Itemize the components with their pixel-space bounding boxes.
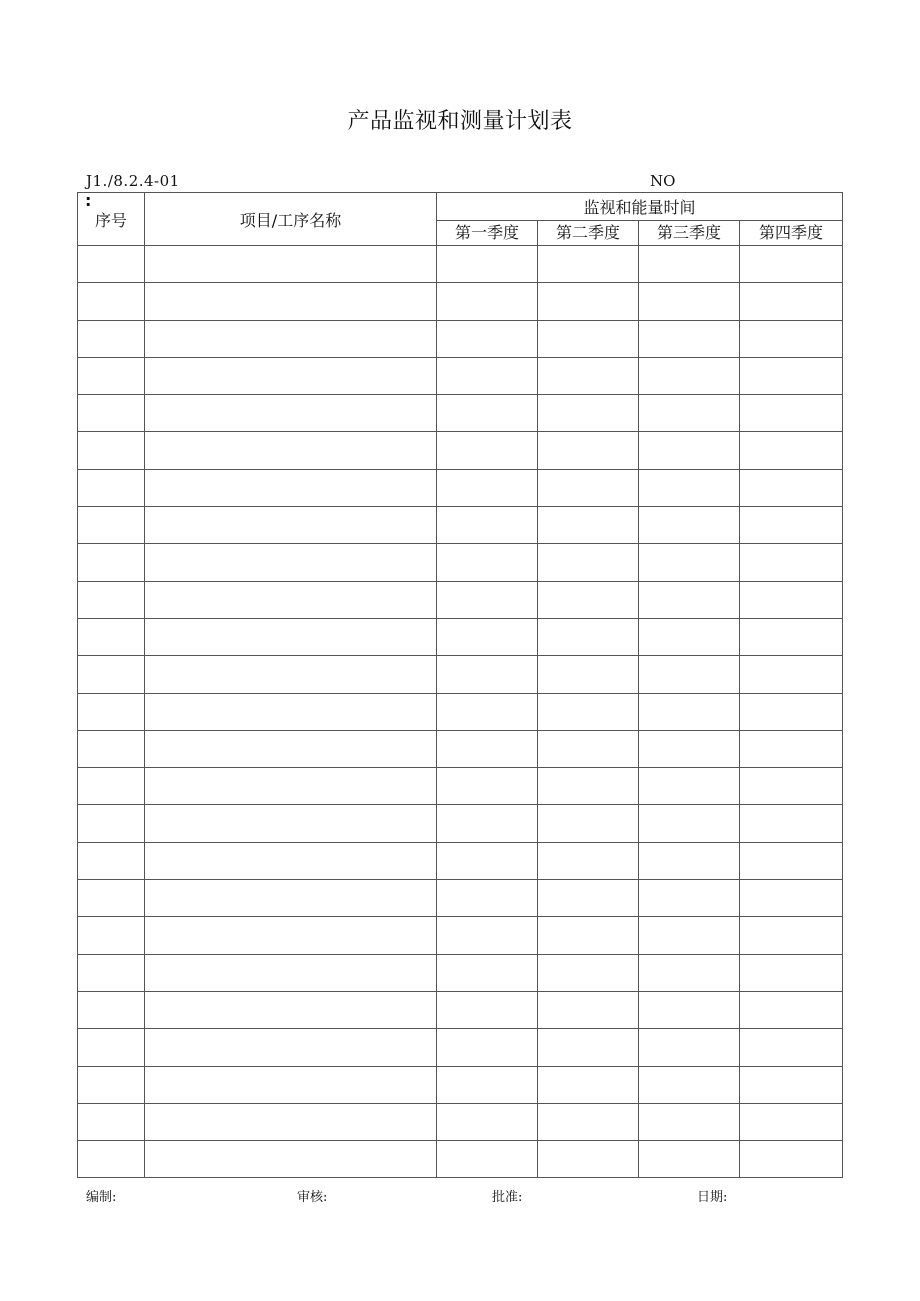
table-cell[interactable] (145, 581, 437, 618)
quarter-4-header: 第四季度 (740, 221, 843, 246)
table-row (78, 507, 843, 544)
table-cell[interactable] (639, 917, 740, 954)
table-cell[interactable] (639, 1066, 740, 1103)
reviewed-by-label: 审核: (297, 1190, 328, 1205)
table-cell[interactable] (639, 246, 740, 283)
table-cell[interactable] (740, 432, 843, 469)
table-cell[interactable] (78, 357, 145, 394)
table-cell[interactable] (78, 880, 145, 917)
table-cell[interactable] (639, 730, 740, 767)
date-label: 日期: (697, 1190, 728, 1205)
table-cell[interactable] (538, 544, 639, 581)
table-cell[interactable] (639, 432, 740, 469)
table-cell[interactable] (538, 469, 639, 506)
table-cell[interactable] (78, 1141, 145, 1178)
table-cell[interactable] (145, 395, 437, 432)
table-cell[interactable] (437, 842, 538, 879)
table-row (78, 656, 843, 693)
table-cell[interactable] (740, 544, 843, 581)
table-row (78, 469, 843, 506)
table-cell[interactable] (78, 469, 145, 506)
table-cell[interactable] (437, 469, 538, 506)
table-cell[interactable] (437, 1103, 538, 1140)
table-cell[interactable] (437, 618, 538, 655)
table-cell[interactable] (78, 730, 145, 767)
table-cell[interactable] (437, 283, 538, 320)
table-cell[interactable] (78, 954, 145, 991)
table-cell[interactable] (740, 395, 843, 432)
table-cell[interactable] (538, 1029, 639, 1066)
table-cell[interactable] (437, 991, 538, 1028)
table-cell[interactable] (145, 805, 437, 842)
table-cell[interactable] (78, 805, 145, 842)
table-row (78, 1141, 843, 1178)
table-cell[interactable] (639, 1029, 740, 1066)
table-cell[interactable] (639, 768, 740, 805)
table-cell[interactable] (78, 395, 145, 432)
table-row (78, 357, 843, 394)
table-cell[interactable] (437, 357, 538, 394)
table-row (78, 544, 843, 581)
table-cell[interactable] (437, 1029, 538, 1066)
table-cell[interactable] (437, 805, 538, 842)
table-cell[interactable] (78, 320, 145, 357)
table-row (78, 581, 843, 618)
table-cell[interactable] (740, 1029, 843, 1066)
table-cell[interactable] (538, 357, 639, 394)
table-cell[interactable] (639, 507, 740, 544)
table-cell[interactable] (740, 917, 843, 954)
table-cell[interactable] (639, 395, 740, 432)
table-cell[interactable] (740, 320, 843, 357)
header-row-1 (78, 193, 843, 221)
monitoring-plan-table (77, 192, 843, 1178)
number-label: NO (650, 172, 676, 190)
quarter-2-header: 第二季度 (538, 221, 639, 246)
table-cell[interactable] (740, 246, 843, 283)
table-cell[interactable] (639, 283, 740, 320)
seq-header: 序号 (94, 210, 127, 230)
table-cell[interactable] (437, 954, 538, 991)
table-cell[interactable] (639, 618, 740, 655)
table-cell[interactable] (538, 618, 639, 655)
table-row (78, 320, 843, 357)
table-row (78, 432, 843, 469)
table-cell[interactable] (538, 805, 639, 842)
table-cell[interactable] (538, 693, 639, 730)
table-cell[interactable] (78, 768, 145, 805)
table-cell[interactable] (145, 842, 437, 879)
table-cell[interactable] (538, 320, 639, 357)
table-cell[interactable] (78, 693, 145, 730)
table-cell[interactable] (145, 544, 437, 581)
table-cell[interactable] (538, 507, 639, 544)
table-cell[interactable] (740, 693, 843, 730)
table-row (78, 246, 843, 283)
table-cell[interactable] (145, 507, 437, 544)
table-cell[interactable] (437, 917, 538, 954)
table-cell[interactable] (538, 432, 639, 469)
quarter-1-header: 第一季度 (437, 221, 538, 246)
table-cell[interactable] (78, 1029, 145, 1066)
table-cell[interactable] (78, 432, 145, 469)
table-cell[interactable] (437, 544, 538, 581)
item-header: 项目/工序名称 (145, 193, 437, 246)
table-cell[interactable] (538, 880, 639, 917)
table-cell[interactable] (145, 917, 437, 954)
table-cell[interactable] (78, 507, 145, 544)
table-cell[interactable] (538, 656, 639, 693)
table-cell[interactable] (437, 432, 538, 469)
table-cell[interactable] (538, 917, 639, 954)
table-cell[interactable] (639, 469, 740, 506)
quarter-3-header: 第三季度 (639, 221, 740, 246)
table-row (78, 618, 843, 655)
table-cell[interactable] (437, 768, 538, 805)
table-cell[interactable] (437, 320, 538, 357)
table-cell[interactable] (639, 320, 740, 357)
table-cell[interactable] (639, 357, 740, 394)
table-cell[interactable] (437, 656, 538, 693)
table-cell[interactable] (740, 357, 843, 394)
table-cell[interactable] (538, 768, 639, 805)
table-cell[interactable] (639, 656, 740, 693)
prepared-by-label: 编制: (86, 1190, 117, 1205)
table-cell[interactable] (639, 1103, 740, 1140)
table-cell[interactable] (639, 1141, 740, 1178)
table-cell[interactable] (740, 730, 843, 767)
table-cell[interactable] (437, 880, 538, 917)
table-cell[interactable] (145, 693, 437, 730)
table-row (78, 880, 843, 917)
table-cell[interactable] (538, 991, 639, 1028)
approved-by-label: 批准: (492, 1190, 523, 1205)
table-cell[interactable] (437, 507, 538, 544)
table-row (78, 991, 843, 1028)
table-cell[interactable] (437, 1141, 538, 1178)
table-cell[interactable] (78, 544, 145, 581)
monitoring-time-header: 监视和能量时间 (437, 193, 843, 221)
table-cell[interactable] (740, 1103, 843, 1140)
table-row (78, 1103, 843, 1140)
table-cell[interactable] (740, 581, 843, 618)
table-cell[interactable] (538, 246, 639, 283)
table-cell[interactable] (538, 581, 639, 618)
table-cell[interactable] (145, 1103, 437, 1140)
table-cell[interactable] (538, 1066, 639, 1103)
table-cell[interactable] (538, 954, 639, 991)
table-cell[interactable] (145, 320, 437, 357)
table-cell[interactable] (145, 618, 437, 655)
table-cell[interactable] (145, 432, 437, 469)
table-cell[interactable] (78, 246, 145, 283)
table-cell[interactable] (78, 656, 145, 693)
table-cell[interactable] (145, 880, 437, 917)
table-cell[interactable] (145, 1141, 437, 1178)
table-cell[interactable] (437, 395, 538, 432)
table-cell[interactable] (740, 1066, 843, 1103)
table-cell[interactable] (740, 656, 843, 693)
table-cell[interactable] (639, 954, 740, 991)
table-cell[interactable] (740, 880, 843, 917)
table-cell[interactable] (145, 246, 437, 283)
seq-marker: : (85, 191, 92, 210)
table-cell[interactable] (740, 842, 843, 879)
table-cell[interactable] (78, 1066, 145, 1103)
table-body (78, 246, 843, 1178)
table-cell[interactable] (437, 693, 538, 730)
table-cell[interactable] (740, 768, 843, 805)
table-cell[interactable] (639, 805, 740, 842)
table-cell[interactable] (639, 544, 740, 581)
table-row (78, 954, 843, 991)
table-cell[interactable] (740, 283, 843, 320)
table-cell[interactable] (437, 730, 538, 767)
document-code: J1./8.2.4-01 (86, 172, 180, 190)
table-cell[interactable] (538, 283, 639, 320)
table-cell[interactable] (740, 469, 843, 506)
table-cell[interactable] (78, 283, 145, 320)
table-cell[interactable] (78, 618, 145, 655)
table-cell[interactable] (145, 656, 437, 693)
table-cell[interactable] (639, 581, 740, 618)
table-cell[interactable] (740, 507, 843, 544)
table-cell[interactable] (538, 842, 639, 879)
table-cell[interactable] (740, 805, 843, 842)
table-cell[interactable] (437, 1066, 538, 1103)
table-row (78, 1029, 843, 1066)
table-row (78, 768, 843, 805)
table-cell[interactable] (437, 246, 538, 283)
table-cell[interactable] (740, 954, 843, 991)
table-cell[interactable] (78, 581, 145, 618)
table-cell[interactable] (78, 917, 145, 954)
table-row (78, 395, 843, 432)
form-title: 产品监视和测量计划表 (347, 109, 573, 134)
table-row (78, 805, 843, 842)
seq-header-cell (78, 193, 145, 246)
table-cell[interactable] (740, 1141, 843, 1178)
table-cell[interactable] (145, 357, 437, 394)
table-cell[interactable] (538, 395, 639, 432)
table-cell[interactable] (145, 283, 437, 320)
table-cell[interactable] (740, 618, 843, 655)
table-cell[interactable] (145, 469, 437, 506)
table-cell[interactable] (78, 842, 145, 879)
table-row (78, 283, 843, 320)
table-cell[interactable] (639, 991, 740, 1028)
table-row (78, 693, 843, 730)
table-row (78, 842, 843, 879)
table-cell[interactable] (639, 693, 740, 730)
table-cell[interactable] (437, 581, 538, 618)
table-cell[interactable] (639, 880, 740, 917)
table-cell[interactable] (145, 1029, 437, 1066)
table-cell[interactable] (538, 1103, 639, 1140)
table-row (78, 730, 843, 767)
table-cell[interactable] (538, 730, 639, 767)
table-cell[interactable] (78, 991, 145, 1028)
table-cell[interactable] (538, 1141, 639, 1178)
table-cell[interactable] (145, 954, 437, 991)
table-row (78, 917, 843, 954)
table-row (78, 1066, 843, 1103)
table-cell[interactable] (145, 1066, 437, 1103)
table-cell[interactable] (145, 730, 437, 767)
table-cell[interactable] (145, 991, 437, 1028)
table-cell[interactable] (740, 991, 843, 1028)
table-cell[interactable] (639, 842, 740, 879)
table-cell[interactable] (145, 768, 437, 805)
table-cell[interactable] (78, 1103, 145, 1140)
